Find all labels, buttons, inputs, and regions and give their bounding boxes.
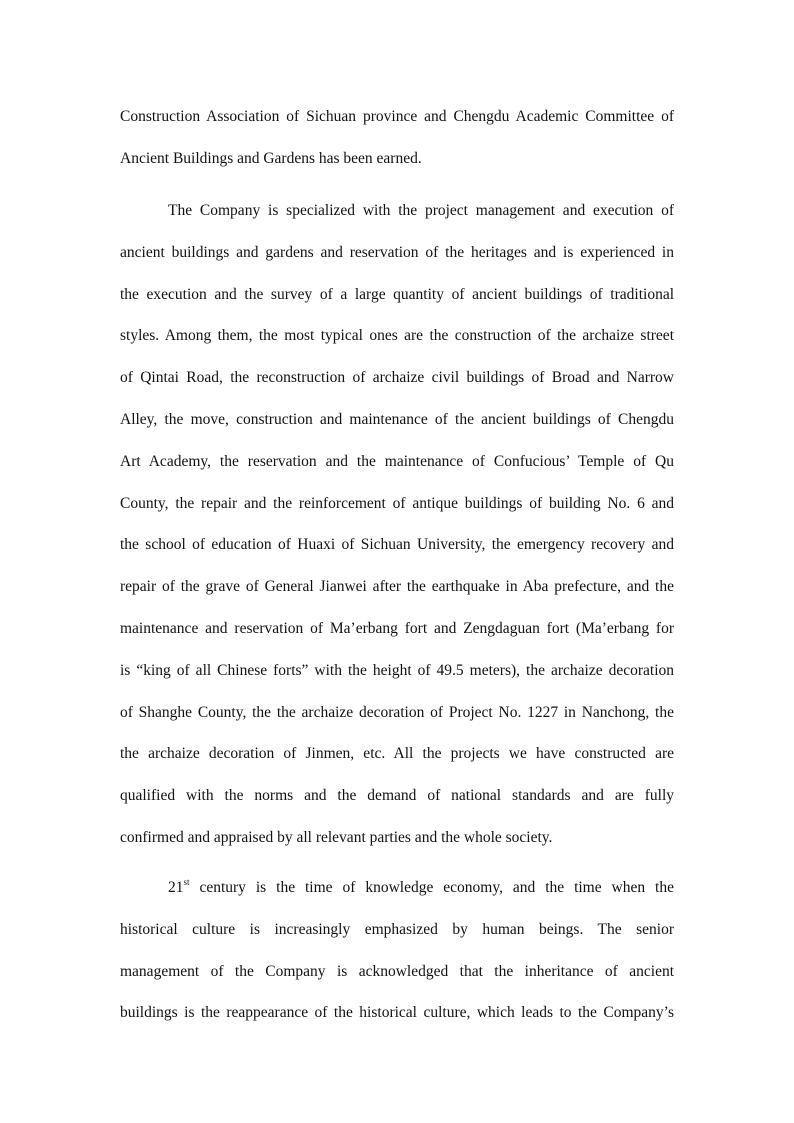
- paragraph-knowledge-economy: [120, 867, 674, 1034]
- paragraph-first-line: [120, 867, 674, 909]
- paragraph-line: Alley, the move, construction and maintenance of the ancient buildings of Chengdu: [120, 410, 674, 428]
- paragraph-line-text: century is the time of knowledge economy, and the time when the: [189, 879, 674, 896]
- paragraph-line: management of the Company is acknowledged that the inheritance of ancient: [120, 962, 674, 980]
- paragraph-line: Art Academy, the reservation and the maintenance of Confucious’ Temple of Qu: [120, 452, 674, 470]
- paragraph-line: ancient buildings and gardens and reservation of the heritages and is experienced in: [120, 243, 674, 261]
- paragraph-line: the execution and the survey of a large quantity of ancient buildings of traditional: [120, 285, 674, 303]
- paragraph-continuation: [120, 96, 674, 180]
- paragraph-first-line: [120, 190, 674, 232]
- paragraph-line: Construction Association of Sichuan province and Chengdu Academic Committee of: [120, 108, 674, 125]
- paragraph-line: County, the repair and the reinforcement of antique buildings of building No. 6 and: [120, 494, 674, 512]
- paragraph-line: styles. Among them, the most typical ones are the construction of the archaize street: [120, 327, 674, 345]
- paragraph-line: the archaize decoration of Jinmen, etc. All the projects we have constructed are: [120, 745, 674, 763]
- paragraph-line: of Shanghe County, the the archaize decoration of Project No. 1227 in Nanchong, the: [120, 703, 674, 721]
- paragraph-line: is “king of all Chinese forts” with the height of 49.5 meters), the archaize decoration: [120, 661, 674, 679]
- paragraph-line: maintenance and reservation of Ma’erbang fort and Zengdaguan fort (Ma’erbang for: [120, 619, 674, 637]
- paragraph-line: historical culture is increasingly emphasized by human beings. The senior: [120, 920, 674, 938]
- paragraph-line: confirmed and appraised by all relevant parties and the whole society.: [120, 828, 553, 846]
- paragraph-line: buildings is the reappearance of the historical culture, which leads to the Company’s: [120, 1004, 674, 1022]
- paragraph-line: the school of education of Huaxi of Sichuan University, the emergency recovery and: [120, 536, 674, 554]
- paragraph-line: of Qintai Road, the reconstruction of archaize civil buildings of Broad and Narrow: [120, 369, 674, 387]
- paragraph-line: Ancient Buildings and Gardens has been earned.: [120, 149, 422, 167]
- paragraph-line-text: The Company is specialized with the project management and execution of: [168, 202, 674, 219]
- ordinal-superscript: st: [183, 876, 190, 887]
- paragraph-line: repair of the grave of General Jianwei after the earthquake in Aba prefecture, and the: [120, 578, 674, 596]
- century-number: 21: [168, 879, 184, 896]
- paragraph-company-specialization: [120, 190, 674, 859]
- paragraph-line: qualified with the norms and the demand of national standards and are fully: [120, 787, 674, 805]
